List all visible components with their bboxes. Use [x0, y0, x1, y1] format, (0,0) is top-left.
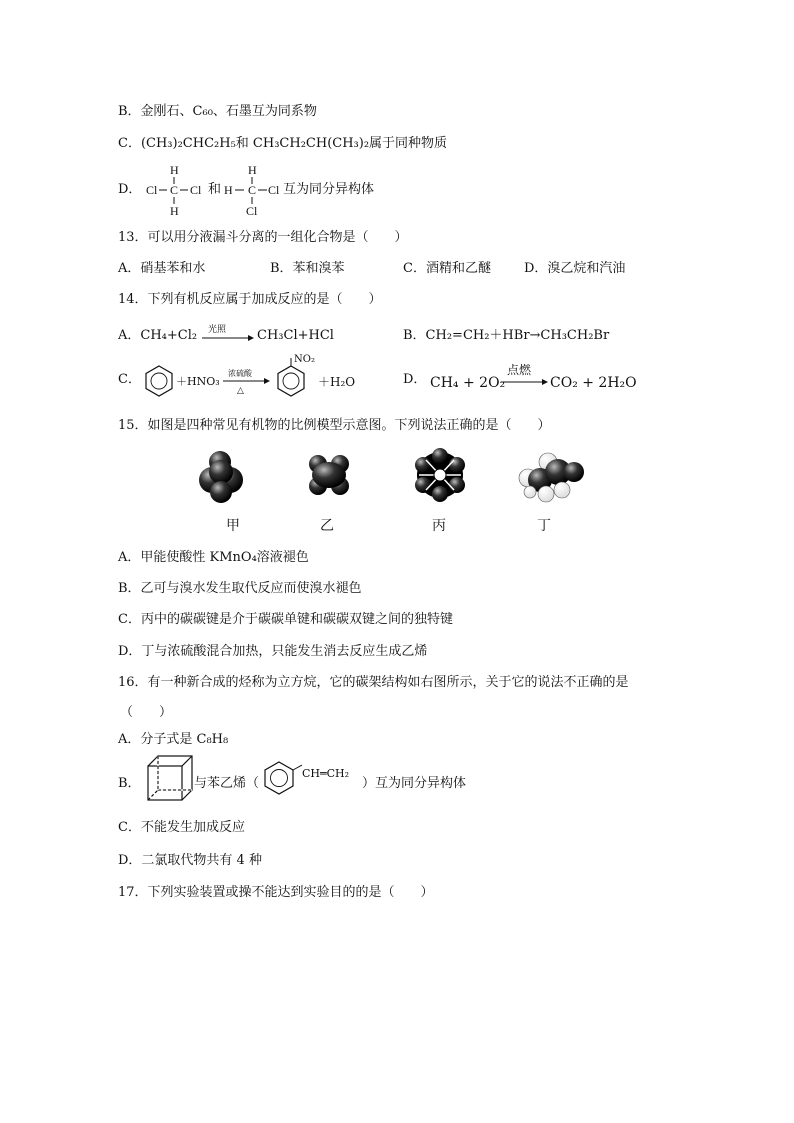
- q12-option-d-suffix: 互为同分异构体: [283, 182, 375, 197]
- struct2-c: C: [248, 183, 257, 197]
- struct2-h-left: H: [224, 183, 233, 197]
- q14-option-d-prefix: D．: [403, 372, 427, 387]
- q14-arrow-c: [222, 377, 270, 385]
- styrene-ring-icon: [262, 758, 302, 800]
- q14-option-c-prefix: C．: [118, 372, 141, 387]
- struct1-c: C: [170, 183, 179, 197]
- struct1-h-top: H: [170, 163, 179, 177]
- struct2-h-top: H: [248, 163, 257, 177]
- q14-option-b: B．CH₂=CH₂＋HBr→CH₃CH₂Br: [403, 328, 610, 343]
- model-yi-ethylene: [309, 455, 349, 495]
- q13-option-c: C．酒精和乙醚: [403, 261, 491, 276]
- q16-option-a: A．分子式是 C₈H₈: [118, 732, 229, 747]
- model-label-ding: 丁: [537, 518, 551, 534]
- q14-arrow-d: [500, 378, 548, 386]
- q16-option-b-prefix: B．: [118, 776, 141, 791]
- q12-option-d-prefix: D．: [118, 182, 142, 197]
- cubane-cube-icon: [144, 752, 196, 804]
- q14-option-a-right: CH₃Cl+HCl: [257, 328, 334, 343]
- model-jia-methane: [199, 451, 243, 503]
- q15-space-filling-models: [190, 440, 610, 508]
- q15-option-d: D．丁与浓硫酸混合加热，只能发生消去反应生成乙烯: [118, 644, 428, 659]
- q17-stem: 17．下列实验装置或操不能达到实验目的的是（ ）: [118, 885, 434, 900]
- q14-option-d-condition: 点燃: [507, 363, 532, 377]
- q14-option-a-left: A．CH₄+Cl₂: [118, 328, 198, 343]
- model-ding-ethanol: [519, 453, 584, 502]
- q14-option-a-condition: 光照: [208, 325, 227, 335]
- q14-option-c-nitro: NO₂: [294, 354, 315, 365]
- q12-option-c: C．(CH₃)₂CHC₂H₅和 CH₃CH₂CH(CH₃)₂属于同种物质: [118, 136, 448, 151]
- model-label-yi: 乙: [320, 518, 334, 534]
- q14-option-d-right: CO₂ + 2H₂O: [550, 375, 637, 391]
- q14-stem: 14．下列有机反应属于加成反应的是（ ）: [118, 292, 382, 307]
- q16-stem: 16．有一种新合成的烃称为立方烷，它的碳架结构如右图所示，关于它的说法不正确的是: [118, 675, 629, 690]
- q15-stem: 15．如图是四种常见有机物的比例模型示意图。下列说法正确的是（ ）: [118, 418, 551, 433]
- model-label-jia: 甲: [226, 518, 240, 534]
- q14-option-c-heat: △: [237, 386, 244, 396]
- q12-option-b: B．金刚石、C₆₀、石墨互为同系物: [118, 104, 317, 119]
- struct2-cl-bottom: Cl: [246, 204, 258, 218]
- q14-option-c-reagent: ＋HNO₃: [176, 375, 220, 388]
- q13-option-a: A．硝基苯和水: [118, 261, 206, 276]
- model-label-bing: 丙: [432, 518, 446, 534]
- q16-option-d: D．二氯取代物共有 4 种: [118, 853, 262, 868]
- q15-option-c: C．丙中的碳碳键是介于碳碳单键和碳碳双键之间的独特键: [118, 612, 453, 627]
- struct1-cl-left: Cl: [146, 183, 158, 197]
- q15-option-a: A．甲能使酸性 KMnO₄溶液褪色: [118, 550, 309, 565]
- q14-option-c-catalyst: 浓硫酸: [228, 369, 252, 378]
- struct1-h-bottom: H: [170, 204, 179, 218]
- q13-stem: 13．可以用分液漏斗分离的一组化合物是（ ）: [118, 230, 408, 245]
- model-bing-benzene: [415, 448, 465, 502]
- q12-option-d-and: 和: [208, 182, 222, 197]
- q16-option-b-suffix: ）互为同分异构体: [362, 776, 467, 791]
- q14-option-d-left: CH₄ + 2O₂: [430, 375, 506, 391]
- struct2-cl-right: Cl: [268, 183, 280, 197]
- struct1-cl-right: Cl: [190, 183, 202, 197]
- benzene-ring-icon: [143, 364, 175, 398]
- q16-option-b-mid: 与苯乙烯（: [194, 776, 260, 791]
- q13-option-d: D．溴乙烷和汽油: [524, 261, 626, 276]
- q16-option-b-vinyl: CH═CH₂: [302, 767, 350, 780]
- q14-option-c-water: ＋H₂O: [318, 375, 356, 389]
- q16-option-c: C．不能发生加成反应: [118, 820, 245, 835]
- q16-answer-paren: （ ）: [120, 705, 173, 720]
- q13-option-b: B．苯和溴苯: [270, 261, 345, 276]
- q14-arrow-a: [200, 333, 254, 343]
- q15-option-b: B．乙可与溴水发生取代反应而使溴水褪色: [118, 581, 362, 596]
